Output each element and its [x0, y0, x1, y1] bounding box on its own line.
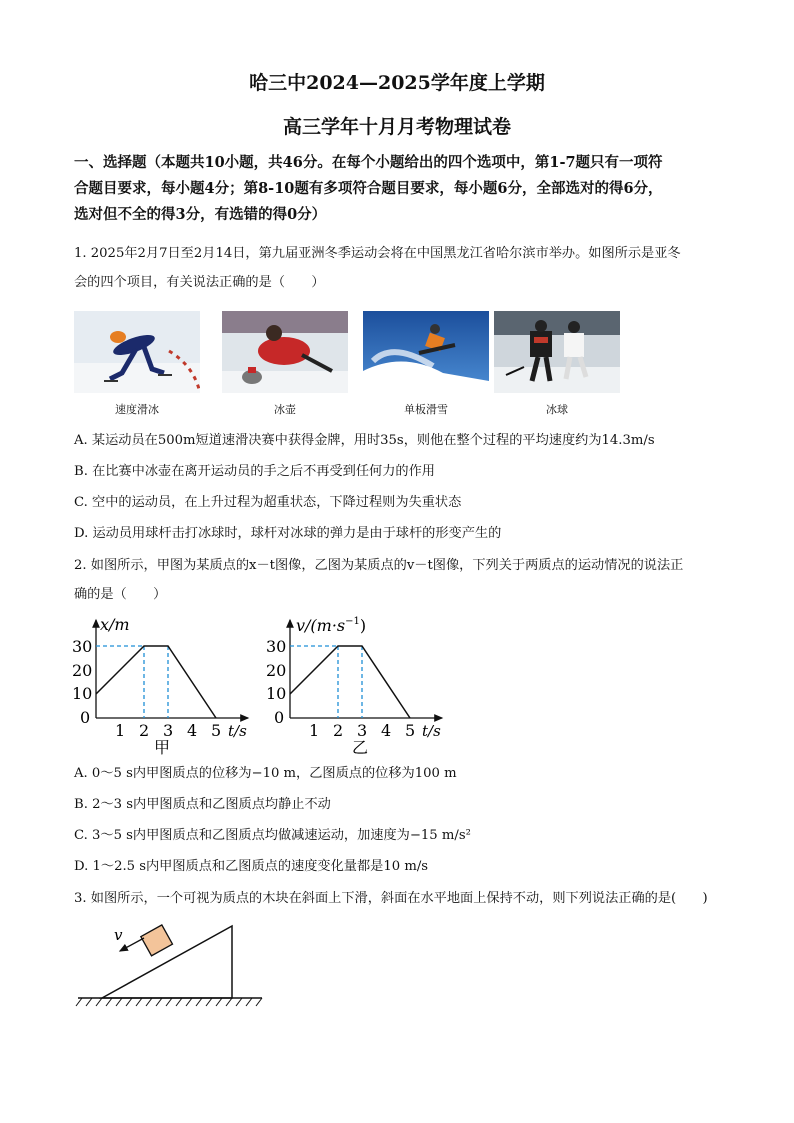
q1-option-d: D. 运动员用球杆击打冰球时，球杆对冰球的弹力是由于球杆的形变产生的	[74, 526, 502, 541]
graph-jia-xtick-2: 2	[139, 721, 150, 740]
graph-jia-ytick-10: 10	[72, 684, 93, 703]
section-line-3: 选对但不全的得3分，有选错的得0分）	[74, 206, 327, 223]
graph-jia-x-t	[70, 610, 260, 760]
sliding-block	[141, 925, 173, 956]
caption-speed-skating: 速度滑冰	[115, 403, 159, 416]
graph-yi-y-label-main: v/(m·s	[296, 616, 346, 635]
graph-yi-x-label: t/s	[422, 722, 441, 740]
graph-yi-xtick-3: 3	[357, 721, 368, 740]
graph-jia-ytick-30: 30	[72, 637, 93, 656]
graph-yi-y-label-end: )	[359, 616, 367, 635]
velocity-label: v	[114, 926, 123, 944]
q2-stem-line-2: 确的是（ ）	[74, 587, 167, 602]
graph-yi-line	[290, 646, 410, 718]
velocity-arrow	[120, 938, 144, 951]
graph-jia-xtick-3: 3	[163, 721, 174, 740]
graph-jia-ytick-20: 20	[72, 661, 93, 680]
q1-stem-line-2: 会的四个项目，有关说法正确的是（ ）	[74, 275, 325, 290]
graph-yi-y-label-sup: −1	[345, 616, 360, 627]
q1-option-b: B. 在比赛中冰壶在离开运动员的手之后不再受到任何力的作用	[74, 464, 435, 479]
title-exam: 高三学年十月月考物理试卷	[282, 116, 511, 138]
q2-option-d: D. 1～2.5 s内甲图质点和乙图质点的速度变化量都是10 m/s	[74, 859, 429, 874]
title-school-term: 哈三中2024—2025学年度上学期	[249, 72, 545, 94]
graph-jia-line	[96, 646, 216, 718]
q1-stem-line-1: 1. 2025年2月7日至2月14日，第九届亚洲冬季运动会将在中国黑龙江省哈尔滨市举办。如图所示是亚冬	[74, 246, 681, 261]
graph-yi-ytick-30: 30	[266, 637, 287, 656]
q2-option-c: C. 3～5 s内甲图质点和乙图质点均做减速运动，加速度为−15 m/s²	[74, 828, 471, 843]
ground-hatching	[76, 998, 262, 1006]
graph-jia-caption: 甲	[154, 738, 171, 757]
q1-option-a: A. 某运动员在500m短道速滑决赛中获得金牌，用时35s，则他在整个过程的平均速度约为14.3m/s	[74, 433, 655, 448]
graph-yi-ytick-20: 20	[266, 661, 287, 680]
q2-option-a: A. 0～5 s内甲图质点的位移为−10 m，乙图质点的位移为100 m	[74, 766, 457, 781]
graph-yi-v-t	[264, 610, 464, 760]
photo-snowboard	[363, 311, 489, 393]
graph-jia-xtick-1: 1	[115, 721, 126, 740]
incline-diagram	[74, 918, 274, 1010]
graph-yi-xtick-5: 5	[405, 721, 416, 740]
graph-yi-ytick-0: 0	[274, 708, 285, 727]
graph-yi-xtick-4: 4	[381, 721, 392, 740]
photo-curling	[222, 311, 348, 393]
graph-jia-xtick-5: 5	[211, 721, 222, 740]
q1-option-c: C. 空中的运动员，在上升过程为超重状态，下降过程则为失重状态	[74, 495, 462, 510]
q2-stem-line-1: 2. 如图所示，甲图为某质点的x－t图像，乙图为某质点的v－t图像，下列关于两质点的运动情况的说法正	[74, 558, 684, 573]
section-line-1: 一、选择题（本题共10小题，共46分。在每个小题给出的四个选项中，第1-7题只有一项符	[74, 154, 663, 171]
caption-curling: 冰壶	[274, 403, 296, 416]
graph-yi-caption: 乙	[352, 738, 369, 757]
graph-yi-y-label	[296, 616, 366, 635]
q2-option-b: B. 2～3 s内甲图质点和乙图质点均静止不动	[74, 797, 331, 812]
section-line-2: 合题目要求，每小题4分；第8-10题有多项符合题目要求，每小题6分，全部选对的得6分，	[74, 180, 663, 197]
graph-jia-ytick-0: 0	[80, 708, 91, 727]
caption-snowboard: 单板滑雪	[404, 403, 448, 416]
graph-jia-x-label: t/s	[228, 722, 247, 740]
q3-stem: 3. 如图所示，一个可视为质点的木块在斜面上下滑，斜面在水平地面上保持不动，则下列说法正确的是( )	[74, 891, 708, 906]
graph-jia-xtick-4: 4	[187, 721, 198, 740]
graph-jia-y-label: x/m	[100, 615, 130, 634]
photo-speed-skating	[74, 311, 200, 393]
photo-ice-hockey	[494, 311, 620, 393]
section-heading	[74, 150, 734, 228]
graph-yi-xtick-2: 2	[333, 721, 344, 740]
caption-ice-hockey: 冰球	[546, 403, 568, 416]
graph-yi-xtick-1: 1	[309, 721, 320, 740]
graph-yi-ytick-10: 10	[266, 684, 287, 703]
